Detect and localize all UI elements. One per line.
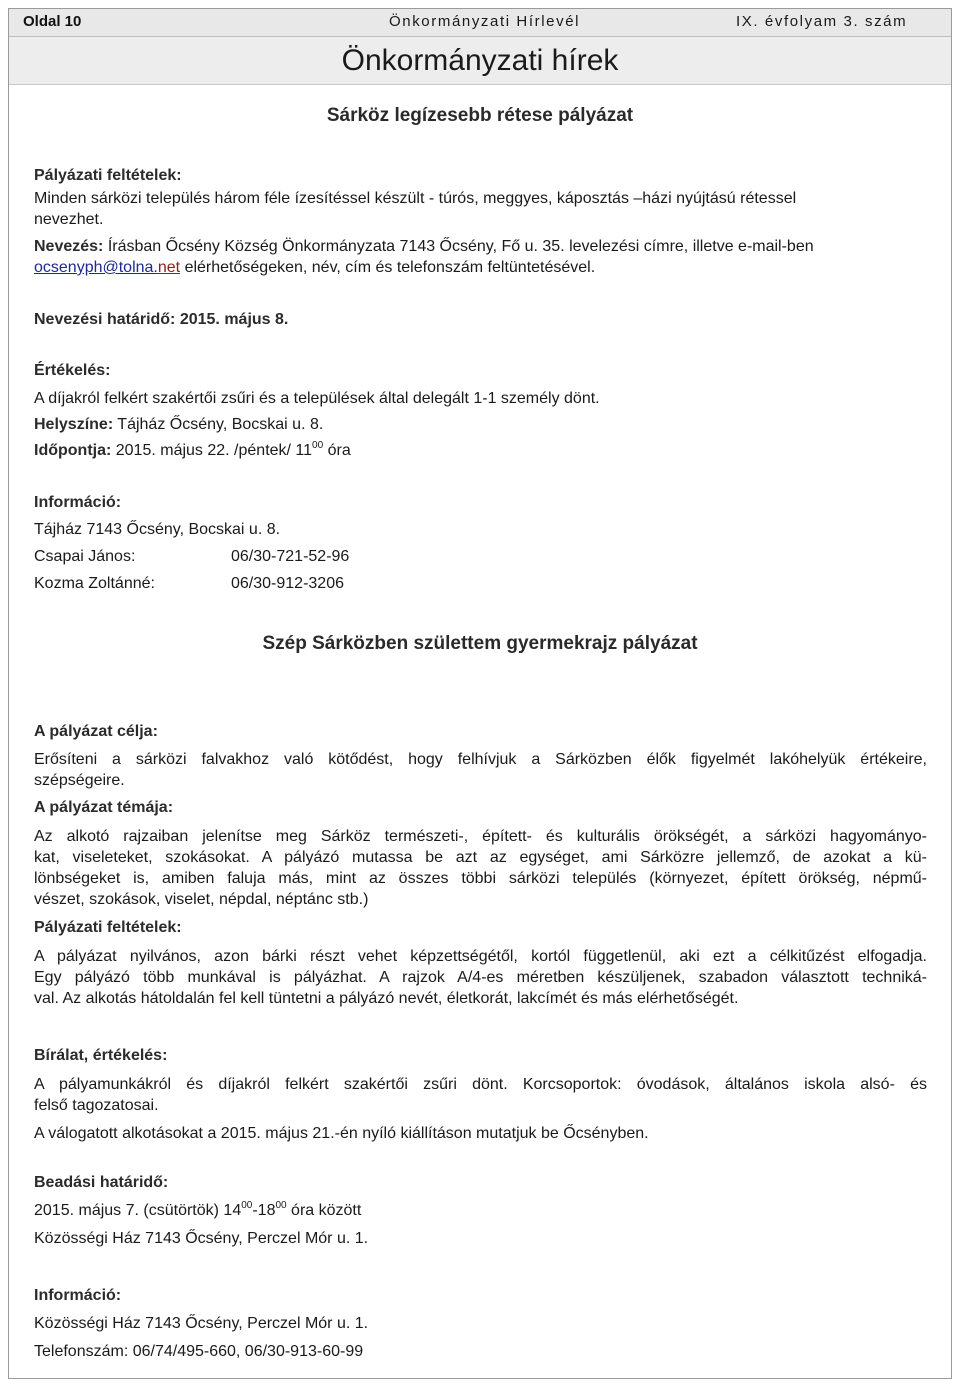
article2-info-label: Információ: [34, 1287, 122, 1304]
article2-aim-text [34, 749, 927, 791]
cond-line-3: val. Az alkotás hátoldalán fel kell tüntetni a pályázó nevét, életkorát, lakcímét és más elérhetőségét. [34, 990, 739, 1007]
submit-sup-2: 00 [275, 1200, 287, 1211]
review-line-2: felső tagozatosai. [34, 1097, 159, 1114]
entry-text-2: elérhetőségeken, név, cím és telefonszám feltüntetésével. [180, 259, 596, 276]
venue-label: Helyszíne: [34, 416, 114, 433]
article2-info-place: Közösségi Ház 7143 Őcsény, Perczel Mór u. 1. [34, 1315, 369, 1332]
article1-conditions-label: Pályázati feltételek: [34, 167, 182, 184]
contact-name-2: Kozma Zoltánné: [34, 575, 155, 592]
email-link-part1: ocsenyph@tolna. [34, 259, 158, 276]
article1-entry-line2 [34, 258, 595, 278]
submit-date-a: 2015. május 7. (csütörtök) 14 [34, 1202, 242, 1219]
submit-date-c: óra között [286, 1202, 362, 1219]
email-link-domain[interactable]: net [157, 259, 181, 276]
article2-review-label: Bírálat, értékelés: [34, 1047, 168, 1064]
theme-line-2: kat, viseleteket, szokásokat. A pályázó mutassa be azt az egységet, ami Sárközre jellemző, de azokat a kü- [34, 849, 927, 866]
page-number: Oldal 10 [23, 13, 82, 30]
article2-theme-text [34, 826, 927, 910]
article2-review-text [34, 1074, 927, 1116]
article2-info-phone: Telefonszám: 06/74/495-660, 06/30-913-60-99 [34, 1343, 364, 1360]
submit-sup-1: 00 [241, 1200, 253, 1211]
volume-issue: IX. évfolyam 3. szám [736, 13, 908, 30]
contact-phone-2: 06/30-912-3206 [231, 575, 344, 592]
time-label: Időpontja: [34, 442, 112, 459]
magazine-title: Önkormányzati Hírlevél [389, 13, 581, 30]
time-sup: 00 [312, 440, 324, 451]
theme-line-3: lönbségeket is, amiben faluja más, mint az összes többi sárközi település (környezet, épített örökség, népmű- [34, 870, 927, 887]
article2-submit-label: Beadási határidő: [34, 1174, 169, 1191]
aim-line-2: szépségeire. [34, 772, 125, 789]
theme-line-4: vészet, szokások, viselet, népdal, néptánc stb.) [34, 891, 369, 908]
article1-time [34, 441, 351, 461]
review-line-1: A pályamunkákról és díjakról felkért szakértői zsűri dönt. Korcsoportok: óvodások, általános iskola alsó- és [34, 1076, 927, 1093]
venue-text: Tájház Őcsény, Bocskai u. 8. [113, 416, 324, 433]
entry-label: Nevezés: [34, 238, 104, 255]
theme-line-1: Az alkotó rajzaiban jelenítse meg Sárköz természeti-, épített- és kulturális örökségét, a sárközi hagyományo- [34, 828, 927, 845]
time-text: 2015. május 22. /péntek/ 11 [111, 442, 313, 459]
email-link[interactable] [34, 259, 158, 276]
cond-line-1: A pályázat nyilvános, azon bárki részt vehet képzettségétől, kortól függetlenül, aki ezt a célkitűzést elfogadja. [34, 948, 927, 965]
article2-aim-label: A pályázat célja: [34, 723, 158, 740]
article1-title: Sárköz legízesebb rétese pályázat [326, 105, 634, 126]
article2-theme-label: A pályázat témája: [34, 799, 174, 816]
article1-conditions-line2: nevezhet. [34, 211, 104, 228]
article1-deadline: Nevezési határidő: 2015. május 8. [34, 311, 289, 328]
contact-phone-1: 06/30-721-52-96 [231, 548, 350, 565]
article2-exhibition: A válogatott alkotásokat a 2015. május 21.-én nyíló kiállításon mutatjuk be Őcsényben. [34, 1125, 649, 1142]
time-suffix: óra [323, 442, 351, 459]
article1-conditions-line1: Minden sárközi település három féle ízesítéssel készült - túrós, meggyes, káposztás –házi nyújtású rétessel [34, 190, 797, 207]
cond-line-2: Egy pályázó több munkával is pályázhat. A rajzok A/4-es méretben készüljenek, szabadon választott techniká- [34, 969, 927, 986]
article1-info-address: Tájház 7143 Őcsény, Bocskai u. 8. [34, 521, 281, 538]
article1-info-label: Információ: [34, 494, 122, 511]
article2-submit-date [34, 1201, 361, 1221]
entry-text: Írásban Őcsény Község Önkormányzata 7143 Őcsény, Fő u. 35. levelezési címre, illetve e-mail-ben [103, 238, 814, 255]
section-title: Önkormányzati hírek [341, 44, 619, 77]
submit-date-b: -18 [252, 1202, 276, 1219]
article2-submit-place: Közösségi Ház 7143 Őcsény, Perczel Mór u. 1. [34, 1230, 369, 1247]
article2-conditions-text [34, 946, 927, 1009]
article1-venue [34, 415, 323, 435]
article1-entry-line1 [34, 237, 814, 257]
article2-title: Szép Sárközben születtem gyermekrajz pályázat [262, 633, 698, 654]
article1-evaluation-text: A díjakról felkért szakértői zsűri és a települések által delegált 1-1 személy dönt. [34, 390, 600, 407]
page-header [9, 9, 951, 37]
article2-conditions-label: Pályázati feltételek: [34, 919, 182, 936]
article1-evaluation-label: Értékelés: [34, 362, 111, 379]
contact-name-1: Csapai János: [34, 548, 136, 565]
aim-line-1: Erősíteni a sárközi falvakhoz való kötődést, hogy felhívjuk a Sárközben élők figyelmét lakóhelyük értékeire, [34, 751, 927, 768]
